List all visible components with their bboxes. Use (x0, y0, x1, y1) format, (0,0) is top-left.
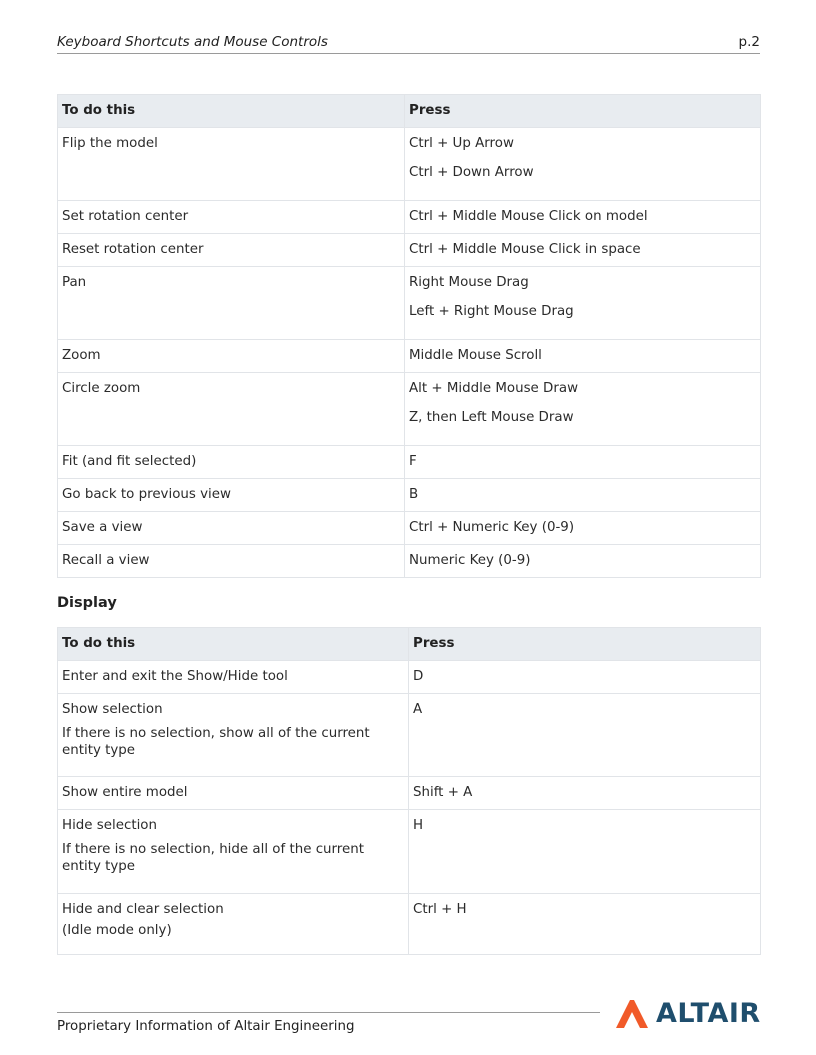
table-row (58, 479, 761, 512)
key-combo: Z, then Left Mouse Draw (409, 410, 574, 425)
key-combo: Shift + A (413, 785, 473, 800)
action-cell: Flip the model (58, 128, 405, 201)
key-combo: Ctrl + Middle Mouse Click on model (409, 209, 648, 224)
page-header (57, 32, 760, 54)
keys-cell (409, 694, 761, 777)
keys-cell (409, 661, 761, 694)
key-combo: Left + Right Mouse Drag (409, 304, 574, 319)
table-row (58, 267, 761, 340)
action-cell: Recall a view (58, 545, 405, 578)
action-cell: Go back to previous view (58, 479, 405, 512)
page-number: p.2 (738, 34, 760, 50)
footer-divider (57, 1012, 600, 1013)
column-header-action: To do this (58, 628, 409, 661)
section-heading-display: Display (57, 595, 117, 611)
table-row (58, 894, 761, 955)
action-label: Hide selection (62, 818, 157, 833)
column-header-action: To do this (58, 95, 405, 128)
key-combo: Ctrl + Down Arrow (409, 165, 534, 180)
keys-cell (405, 340, 761, 373)
table-row (58, 545, 761, 578)
key-combo: Right Mouse Drag (409, 275, 529, 290)
header-title: Keyboard Shortcuts and Mouse Controls (57, 34, 328, 50)
display-shortcuts-table (57, 627, 761, 955)
keys-cell (405, 512, 761, 545)
keys-cell (405, 373, 761, 446)
altair-logo (614, 998, 764, 1032)
footer-text: Proprietary Information of Altair Engineering (57, 1019, 355, 1034)
action-note: If there is no selection, show all of the current entity type (62, 726, 370, 758)
column-header-press: Press (405, 95, 761, 128)
action-note: (Idle mode only) (62, 923, 172, 938)
key-combo: F (409, 454, 417, 469)
action-cell: Reset rotation center (58, 234, 405, 267)
altair-chevron-icon (614, 999, 650, 1031)
action-label: Hide and clear selection (62, 902, 224, 917)
key-combo: Ctrl + Numeric Key (0-9) (409, 520, 575, 535)
column-header-press: Press (409, 628, 761, 661)
table-header-row (58, 628, 761, 661)
table-row (58, 512, 761, 545)
logo-text: ALTAIR (656, 998, 761, 1029)
table-row (58, 201, 761, 234)
action-cell: Pan (58, 267, 405, 340)
key-combo: Numeric Key (0-9) (409, 553, 531, 568)
keys-cell (409, 894, 761, 955)
action-cell: Save a view (58, 512, 405, 545)
action-cell: Enter and exit the Show/Hide tool (58, 661, 409, 694)
navigation-shortcuts-table (57, 94, 761, 578)
table-row (58, 373, 761, 446)
key-combo: D (413, 669, 424, 684)
keys-cell (405, 479, 761, 512)
action-cell: Circle zoom (58, 373, 405, 446)
table-row (58, 777, 761, 810)
keys-cell (405, 234, 761, 267)
table-header-row (58, 95, 761, 128)
action-cell (58, 694, 409, 777)
action-cell (58, 894, 409, 955)
action-cell: Show entire model (58, 777, 409, 810)
key-combo: A (413, 702, 423, 717)
table-row (58, 661, 761, 694)
key-combo: Ctrl + Up Arrow (409, 136, 514, 151)
action-note: If there is no selection, hide all of the current entity type (62, 842, 364, 874)
keys-cell (405, 267, 761, 340)
key-combo: Ctrl + Middle Mouse Click in space (409, 242, 641, 257)
action-cell: Fit (and fit selected) (58, 446, 405, 479)
key-combo: H (413, 818, 424, 833)
table-row (58, 810, 761, 894)
action-cell: Set rotation center (58, 201, 405, 234)
action-label: Show selection (62, 702, 163, 717)
keys-cell (405, 128, 761, 201)
keys-cell (405, 545, 761, 578)
table-row (58, 694, 761, 777)
keys-cell (409, 810, 761, 894)
table-row (58, 128, 761, 201)
keys-cell (405, 446, 761, 479)
key-combo: Middle Mouse Scroll (409, 348, 542, 363)
action-cell (58, 810, 409, 894)
key-combo: B (409, 487, 419, 502)
table-row (58, 446, 761, 479)
table-row (58, 234, 761, 267)
action-cell: Zoom (58, 340, 405, 373)
key-combo: Ctrl + H (413, 902, 467, 917)
table-row (58, 340, 761, 373)
keys-cell (409, 777, 761, 810)
keys-cell (405, 201, 761, 234)
key-combo: Alt + Middle Mouse Draw (409, 381, 579, 396)
